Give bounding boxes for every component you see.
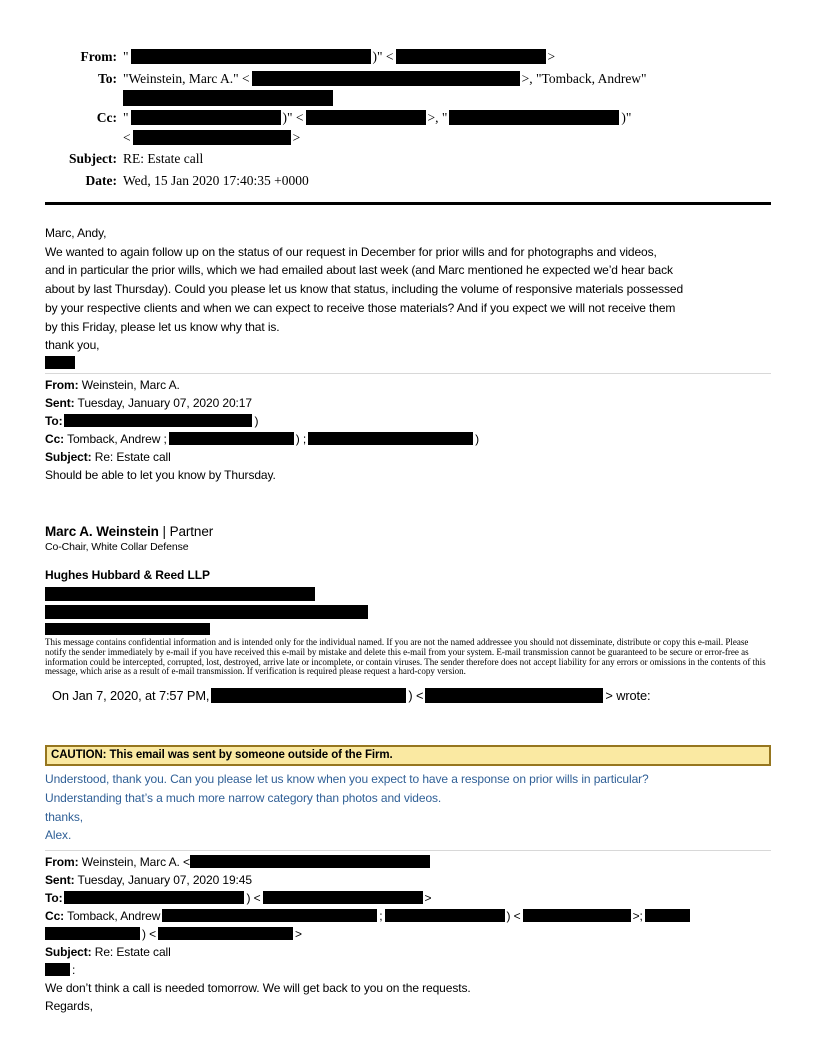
reply-line: Understanding that’s a much more narrow category than photos and videos. [45,790,442,805]
email3-cc-row [45,907,771,943]
to-end: > [424,890,432,905]
header-from-row [45,47,771,67]
external-sender-caution-banner: CAUTION: This email was sent by someone outside of the Firm. [45,745,771,766]
quote-pre: On Jan 7, 2020, at 7:57 PM, [52,688,210,704]
redaction-bar [523,909,631,922]
signature-contact-redactions [45,587,771,635]
email2-cc-row [45,430,771,448]
redaction-bar [162,909,377,922]
body-line: by this Friday, please let us know why that is. [45,319,280,334]
cc-recipient-1: Tomback, Andrew ; [67,431,167,446]
signature-redacted-line [45,355,771,371]
email3-subject-row [45,943,771,961]
thread-separator [45,373,771,374]
date-label: Date: [85,172,117,188]
redaction-bar [252,71,520,86]
from-end: > [547,49,556,64]
redaction-bar [133,130,291,145]
to-suffix: ) [254,413,259,428]
quoted-reply-text [45,770,771,845]
subject-value: RE: Estate call [123,151,204,166]
email2-body-line: Should be able to let you know by Thursday. [45,467,276,482]
cc-label: Cc: [96,110,117,125]
signature-title: Partner [169,523,214,539]
to-label: To: [45,890,63,905]
quote-attribution-line [45,686,771,705]
header-cc-row [45,108,771,147]
quote-mid: ) < [408,688,424,704]
redaction-bar [45,587,315,601]
to-mid: ) < [246,890,261,905]
sent-label: Sent: [45,395,75,410]
redaction-bar [306,110,426,125]
email2-to-row [45,412,771,430]
redaction-bar [131,49,371,64]
cc-sep-2: >; [632,908,643,923]
redaction-bar [45,963,70,976]
confidentiality-disclaimer: This message contains confidential information and is intended only for the individual named. If you are not the named addressee you should not disseminate, distribute or copy this e-mail. Please notify the sender immediately by e-mail if you have received this e-mail by mistake and delete this e-mail from your system. E-mail transmission cannot be guaranteed to be secure or error-free as information could be intercepted, corrupted, lost, destroyed, arrive late or incomplete, or contain viruses. The sender therefore does not accept liability for any errors or omissions in the contents of this message, which arise as a result of e-mail transmission. If verification is required please request a hard-copy version. [45,636,766,677]
cc-label: Cc: [45,431,65,446]
email3-to-row [45,889,771,907]
subject-label: Subject: [45,449,92,464]
subject-label: Subject: [45,944,92,959]
body-line: about by last Thursday). Could you please let us know that status, including the volume of responsive materials possessed [45,282,684,297]
salutation-suffix: : [72,962,76,977]
from-quote: " [123,49,129,64]
cc-line2-open: < [123,129,131,145]
cc-mid: ) ; [295,431,307,446]
redaction-bar [131,110,281,125]
redaction-bar [158,927,293,940]
from-value [123,47,771,67]
sent-value: Tuesday, January 07, 2020 19:45 [77,872,252,887]
to-value [123,69,771,107]
redaction-bar [308,432,473,445]
redaction-bar [64,414,252,427]
redaction-bar [45,605,368,619]
redaction-bar [425,688,603,703]
cc-quote: " [123,110,129,125]
from-value: Weinstein, Marc A. < [81,854,190,869]
header-to-row [45,69,771,107]
signature-firm: Hughes Hubbard & Reed LLP [45,567,210,582]
redaction-bar [396,49,546,64]
cc-mid-1: )" < [282,110,304,125]
sent-value: Tuesday, January 07, 2020 20:17 [77,395,252,410]
reply-line: Understood, thank you. Can you please let us know when you expect to have a response on prior wills in particular? [45,772,649,787]
email2-subject-row [45,448,771,466]
redaction-bar [449,110,619,125]
email3-sent-row [45,871,771,889]
header-date-row [45,171,771,191]
email2-sent-row [45,394,771,412]
quote-post: > wrote: [605,688,651,704]
redaction-bar [385,909,505,922]
cc-recipient-1: Tomback, Andrew [67,908,161,923]
cc-mid-3: )" [621,110,632,125]
to-recipient-2: >, "Tomback, Andrew" [521,70,647,86]
email1-body [45,224,771,371]
cc-mid: ) < [506,908,521,923]
email3-from-row [45,853,771,871]
cc-end: ) [475,431,480,446]
from-label: From: [45,854,79,869]
cc-label: Cc: [45,908,65,923]
signature-name: Marc A. Weinstein [45,523,159,539]
cc-line2-mid: ) < [142,926,157,941]
body-line: by your respective clients and when we can expect to receive those materials? And if you expect we will not receive them [45,300,676,315]
greeting-line: Marc, Andy, [45,226,107,240]
redaction-bar [123,90,333,106]
subject-value: Re: Estate call [94,449,171,464]
email3-closing-line: Regards, [45,998,93,1013]
redaction-bar [45,927,140,940]
cc-mid-2: >, " [427,110,448,125]
reply-line: thanks, [45,809,83,824]
redaction-bar [64,891,244,904]
reply-line: Alex. [45,828,72,843]
to-label: To: [45,413,63,428]
signature-role: Co-Chair, White Collar Defense [45,540,189,553]
signature-name-line [45,524,771,539]
redaction-bar [169,432,294,445]
from-value: Weinstein, Marc A. [81,377,180,392]
cc-value [123,108,771,147]
to-label: To: [97,70,117,86]
redaction-bar [190,855,430,868]
from-label: From: [80,49,117,64]
header-separator-rule [45,202,771,205]
subject-label: Subject: [69,151,117,166]
cc-line2-end: > [295,926,302,941]
message-header [45,47,771,190]
cc-line2-close: > [292,129,301,145]
redaction-bar [645,909,690,922]
signature-divider: | [162,523,166,539]
body-line: We wanted to again follow up on the status of our request in December for prior wills and for photographs and videos, [45,244,657,259]
email3-body-line: We don’t think a call is needed tomorrow. We will get back to you on the requests. [45,980,471,995]
email2-from-row [45,376,771,394]
email3-salutation-line [45,961,771,979]
redaction-bar [45,356,75,369]
redaction-bar [263,891,423,904]
sent-label: Sent: [45,872,75,887]
body-line: and in particular the prior wills, which we had emailed about last week (and Marc mentioned he expected we’d hear back [45,263,673,278]
email3-header [45,853,771,1015]
from-mid: )" < [372,49,394,64]
cc-sep-1: ; [379,908,383,923]
closing-line: thank you, [45,338,100,353]
from-label: From: [45,377,79,392]
to-recipient-1: "Weinstein, Marc A." < [123,70,250,86]
header-subject-row [45,149,771,169]
subject-value: Re: Estate call [94,944,171,959]
email2-header [45,376,771,484]
redaction-bar [211,688,406,703]
redaction-bar [45,623,210,635]
thread-separator [45,850,771,851]
date-value: Wed, 15 Jan 2020 17:40:35 +0000 [123,172,309,188]
